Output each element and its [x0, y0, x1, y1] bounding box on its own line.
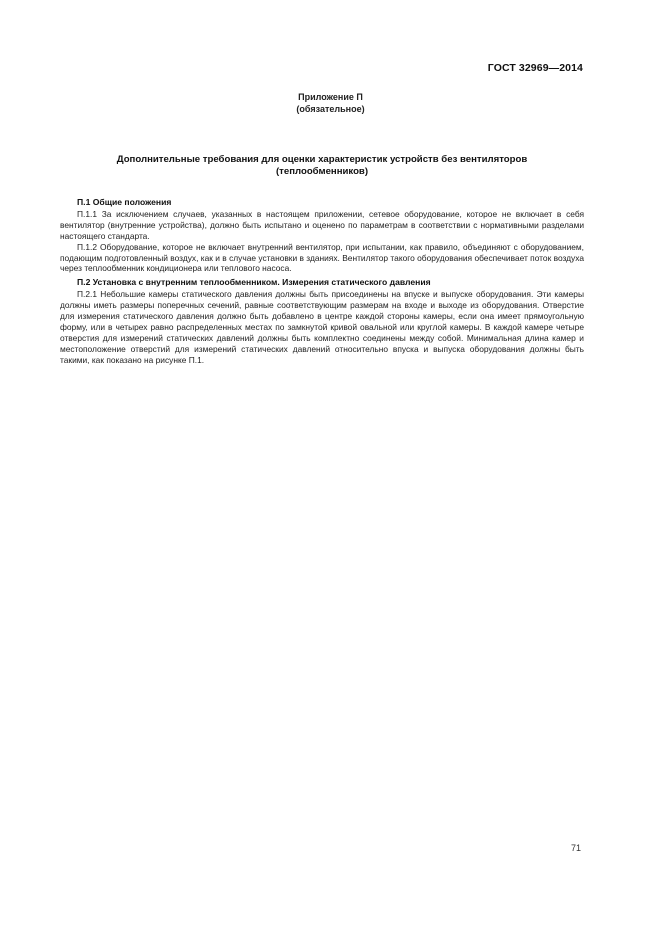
- paragraph-p1-1: П.1.1 За исключением случаев, указанных в настоящем приложении, сетевое оборудование, которое не включает в себя вентилятор (внутренние устройства), должно быть испытано и оценено по параметрам в соответствии с нормативными разделами настоящего стандарта.: [60, 208, 584, 241]
- section-heading-p2: П.2 Установка с внутренним теплообменником. Измерения статического давления: [77, 277, 431, 288]
- document-body: [60, 197, 584, 366]
- paragraph-p1-2: П.1.2 Оборудование, которое не включает внутренний вентилятор, при испытании, как правило, объединяют с оборудованием, подающим подготовленный воздух, как и в случае установки в зданиях. Вентилятор такого оборудования обеспечивает поток воздуха через теплообменник кондиционера или теплового насоса.: [60, 241, 584, 274]
- standard-code: ГОСТ 32969—2014: [487, 62, 583, 74]
- appendix-heading: [0, 92, 661, 115]
- appendix-status: (обязательное): [296, 103, 365, 114]
- main-title-line-2: (теплообменников): [275, 166, 369, 177]
- appendix-title: Приложение П: [298, 92, 363, 102]
- main-title-line-1: Дополнительные требования для оценки характеристик устройств без вентиляторов: [116, 154, 528, 165]
- main-title: [60, 154, 584, 178]
- section-heading-p1: П.1 Общие положения: [77, 197, 172, 207]
- page-number: 71: [571, 843, 582, 853]
- paragraph-p2-1: П.2.1 Небольшие камеры статического давления должны быть присоединены на впуске и выпуске оборудования. Эти камеры должны иметь размеры поперечных сечений, равные соответствующим размерам на входе и выходе из оборудования. Отверстие для измерения статического давления должно быть добавлено в центре каждой стороны камеры, если она имеет прямоугольную форму, или в четырех равно распределенных местах по замкнутой кривой овальной или круглой камеры. В каждой камере четыре отверстия для измерений статических давлений должны быть комплектно соединены между собой. Минимальная длина камер и местоположение отверстий для измерений статических давлений относительно впуска и выпуска оборудования должны быть такими, как показано на рисунке П.1.: [60, 289, 584, 365]
